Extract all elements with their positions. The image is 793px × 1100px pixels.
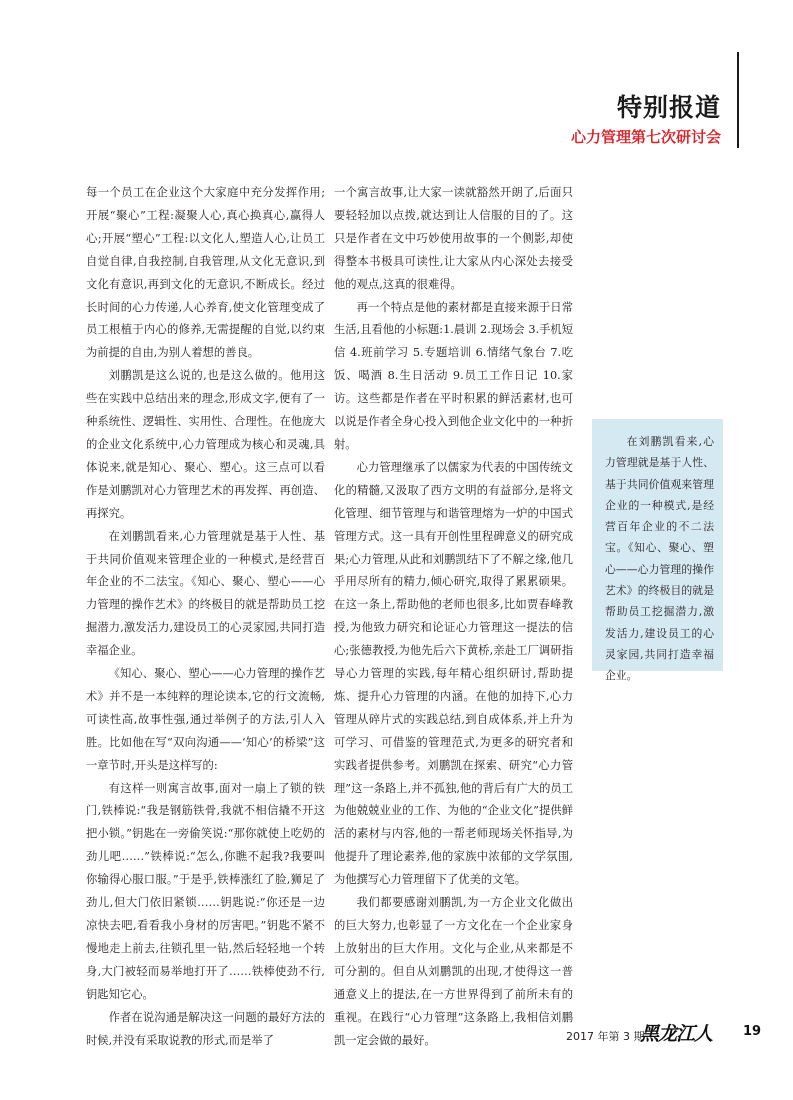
paragraph: 每一个员工在企业这个大家庭中充分发挥作用;开展“聚心”工程:凝聚人心,真心换真心,赢得人心;开展“塑心”工程:以文化人,塑造人心,让员工自觉自律,自我控制,自我管理,从文化无意识,到文化有意识,再到文化的无意识,不断成长。经过长时间的心力传递,人心养育,使文化管理变成了员工根植于内心的修养,无需提醒的自觉,以约束为前提的自由,为别人着想的善良。 [86, 186, 325, 360]
text-column-middle [334, 182, 573, 1052]
paragraph: 《知心、聚心、塑心——心力管理的操作艺术》并不是一本纯粹的理论读本,它的行文流畅,可读性高,故事性强,通过举例子的方法,引人入胜。比如他在写“双向沟通——‘知心’的桥梁”这一章节时,开头是这样写的: [86, 667, 325, 772]
paragraph: 作者在说沟通是解决这一问题的最好方法的时候,并没有采取说教的形式,而是举了 [86, 1010, 325, 1047]
paragraph: 我们都要感谢刘鹏凯,为一方企业文化做出的巨大努力,也彰显了一方文化在一个企业家身上放射出的巨大作用。文化与企业,从来都是不可分割的。但自从刘鹏凯的出现,才使得这一普通意义上的提法,在一方世界得到了前所未有的重视。在践行“心力管理”这条路上,我相信刘鹏凯一定会做的最好。 [334, 896, 573, 1047]
paragraph: 再一个特点是他的素材都是直接来源于日常生活,且看他的小标题:1.晨训 2.现场会 3.手机短信 4.班前学习 5.专题培训 6.情绪气象台 7.吃饭、喝酒 8.生日活动 9.员工工作日记 10.家访。这些都是作者在平时积累的鲜活素材,也可以说是作者全身心投入到他企业文化中的一种折射。 [334, 300, 573, 451]
paragraph: 一个寓言故事,让大家一读就豁然开朗了,后面只要轻轻加以点拨,就达到让人信服的目的了。这只是作者在文中巧妙使用故事的一个侧影,却使得整本书极具可读性,让大家从内心深处去接受他的观点,这真的很难得。 [334, 186, 573, 291]
paragraph: 刘鹏凯是这么说的,也是这么做的。他用这些在实践中总结出来的理念,形成文字,便有了一种系统性、逻辑性、实用性、合理性。在他庞大的企业文化系统中,心力管理成为核心和灵魂,具体说来,就是知心、聚心、塑心。这三点可以看作是刘鹏凯对心力管理艺术的再发挥、再创造、再探究。 [86, 369, 325, 520]
header-rule [737, 52, 739, 148]
section-subtitle: 心力管理第七次研讨会 [570, 128, 721, 146]
pull-quote-box: 在刘鹏凯看来,心力管理就是基于人性、基于共同价值观来管理企业的一种模式,是经营百年企业的不二法宝。《知心、聚心、塑心——心力管理的操作艺术》的终极目的就是帮助员工挖掘潜力,激发活力,建设员工的心灵家园,共同打造幸福企业。 [592, 419, 723, 671]
text-column-left [86, 182, 325, 1052]
section-title: 特别报道 [616, 93, 721, 122]
magazine-masthead: 黑龙江人 [640, 1023, 713, 1045]
issue-label: 2017 年第 3 期 [566, 1030, 645, 1043]
page-number: 19 [743, 1024, 762, 1039]
paragraph: 心力管理继承了以儒家为代表的中国传统文化的精髓,又汲取了西方文明的有益部分,是将文化管理、细节管理与和谐管理熔为一炉的中国式管理方式。这一具有开创性里程碑意义的研究成果;心力管理,从此和刘鹏凯结下了不解之缘,他几乎用尽所有的精力,倾心研究,取得了累累硕果。在这一条上,帮助他的老师也很多,比如贾春峰教授,为他致力研究和论证心力管理这一提法的信心;张德教授,为他先后六下黄桥,亲赴工厂调研指导心力管理的实践,每年精心组织研讨,帮助提炼、提升心力管理的内涵。在他的加持下,心力管理从碎片式的实践总结,到自成体系,并上升为可学习、可借鉴的管理范式,为更多的研究者和实践者提供参考。刘鹏凯在探索、研究“心力管理”这一条路上,并不孤独,他的背后有广大的员工为他兢兢业业的工作、为他的“企业文化”提供鲜活的素材与内容,他的一帮老师现场关怀指导,为他提升了理论素养,他的家族中浓郁的文学氛围,为他撰写心力管理留下了优美的文笔。 [334, 460, 573, 887]
paragraph: 在刘鹏凯看来,心力管理就是基于人性、基于共同价值观来管理企业的一种模式,是经营百年企业的不二法宝。《知心、聚心、塑心——心力管理的操作艺术》的终极目的就是帮助员工挖掘潜力,激发活力,建设员工的心灵家园,共同打造幸福企业。 [86, 529, 325, 658]
paragraph: 有这样一则寓言故事,面对一扇上了锁的铁门,铁棒说:“我是钢筋铁骨,我就不相信撬不开这把小锁。”钥匙在一旁偷笑说:“那你就使上吃奶的劲儿吧……”铁棒说:“怎么,你瞧不起我?我要叫你输得心服口服。”于是乎,铁棒涨红了脸,狮足了劲儿,但大门依旧紧锁……钥匙说:“你还是一边凉快去吧,看看我小身材的厉害吧。”钥匙不紧不慢地走上前去,往锁孔里一钻,然后轻轻地一个转身,大门被轻而易举地打开了……铁棒使劲不行,钥匙知它心。 [86, 781, 325, 1001]
